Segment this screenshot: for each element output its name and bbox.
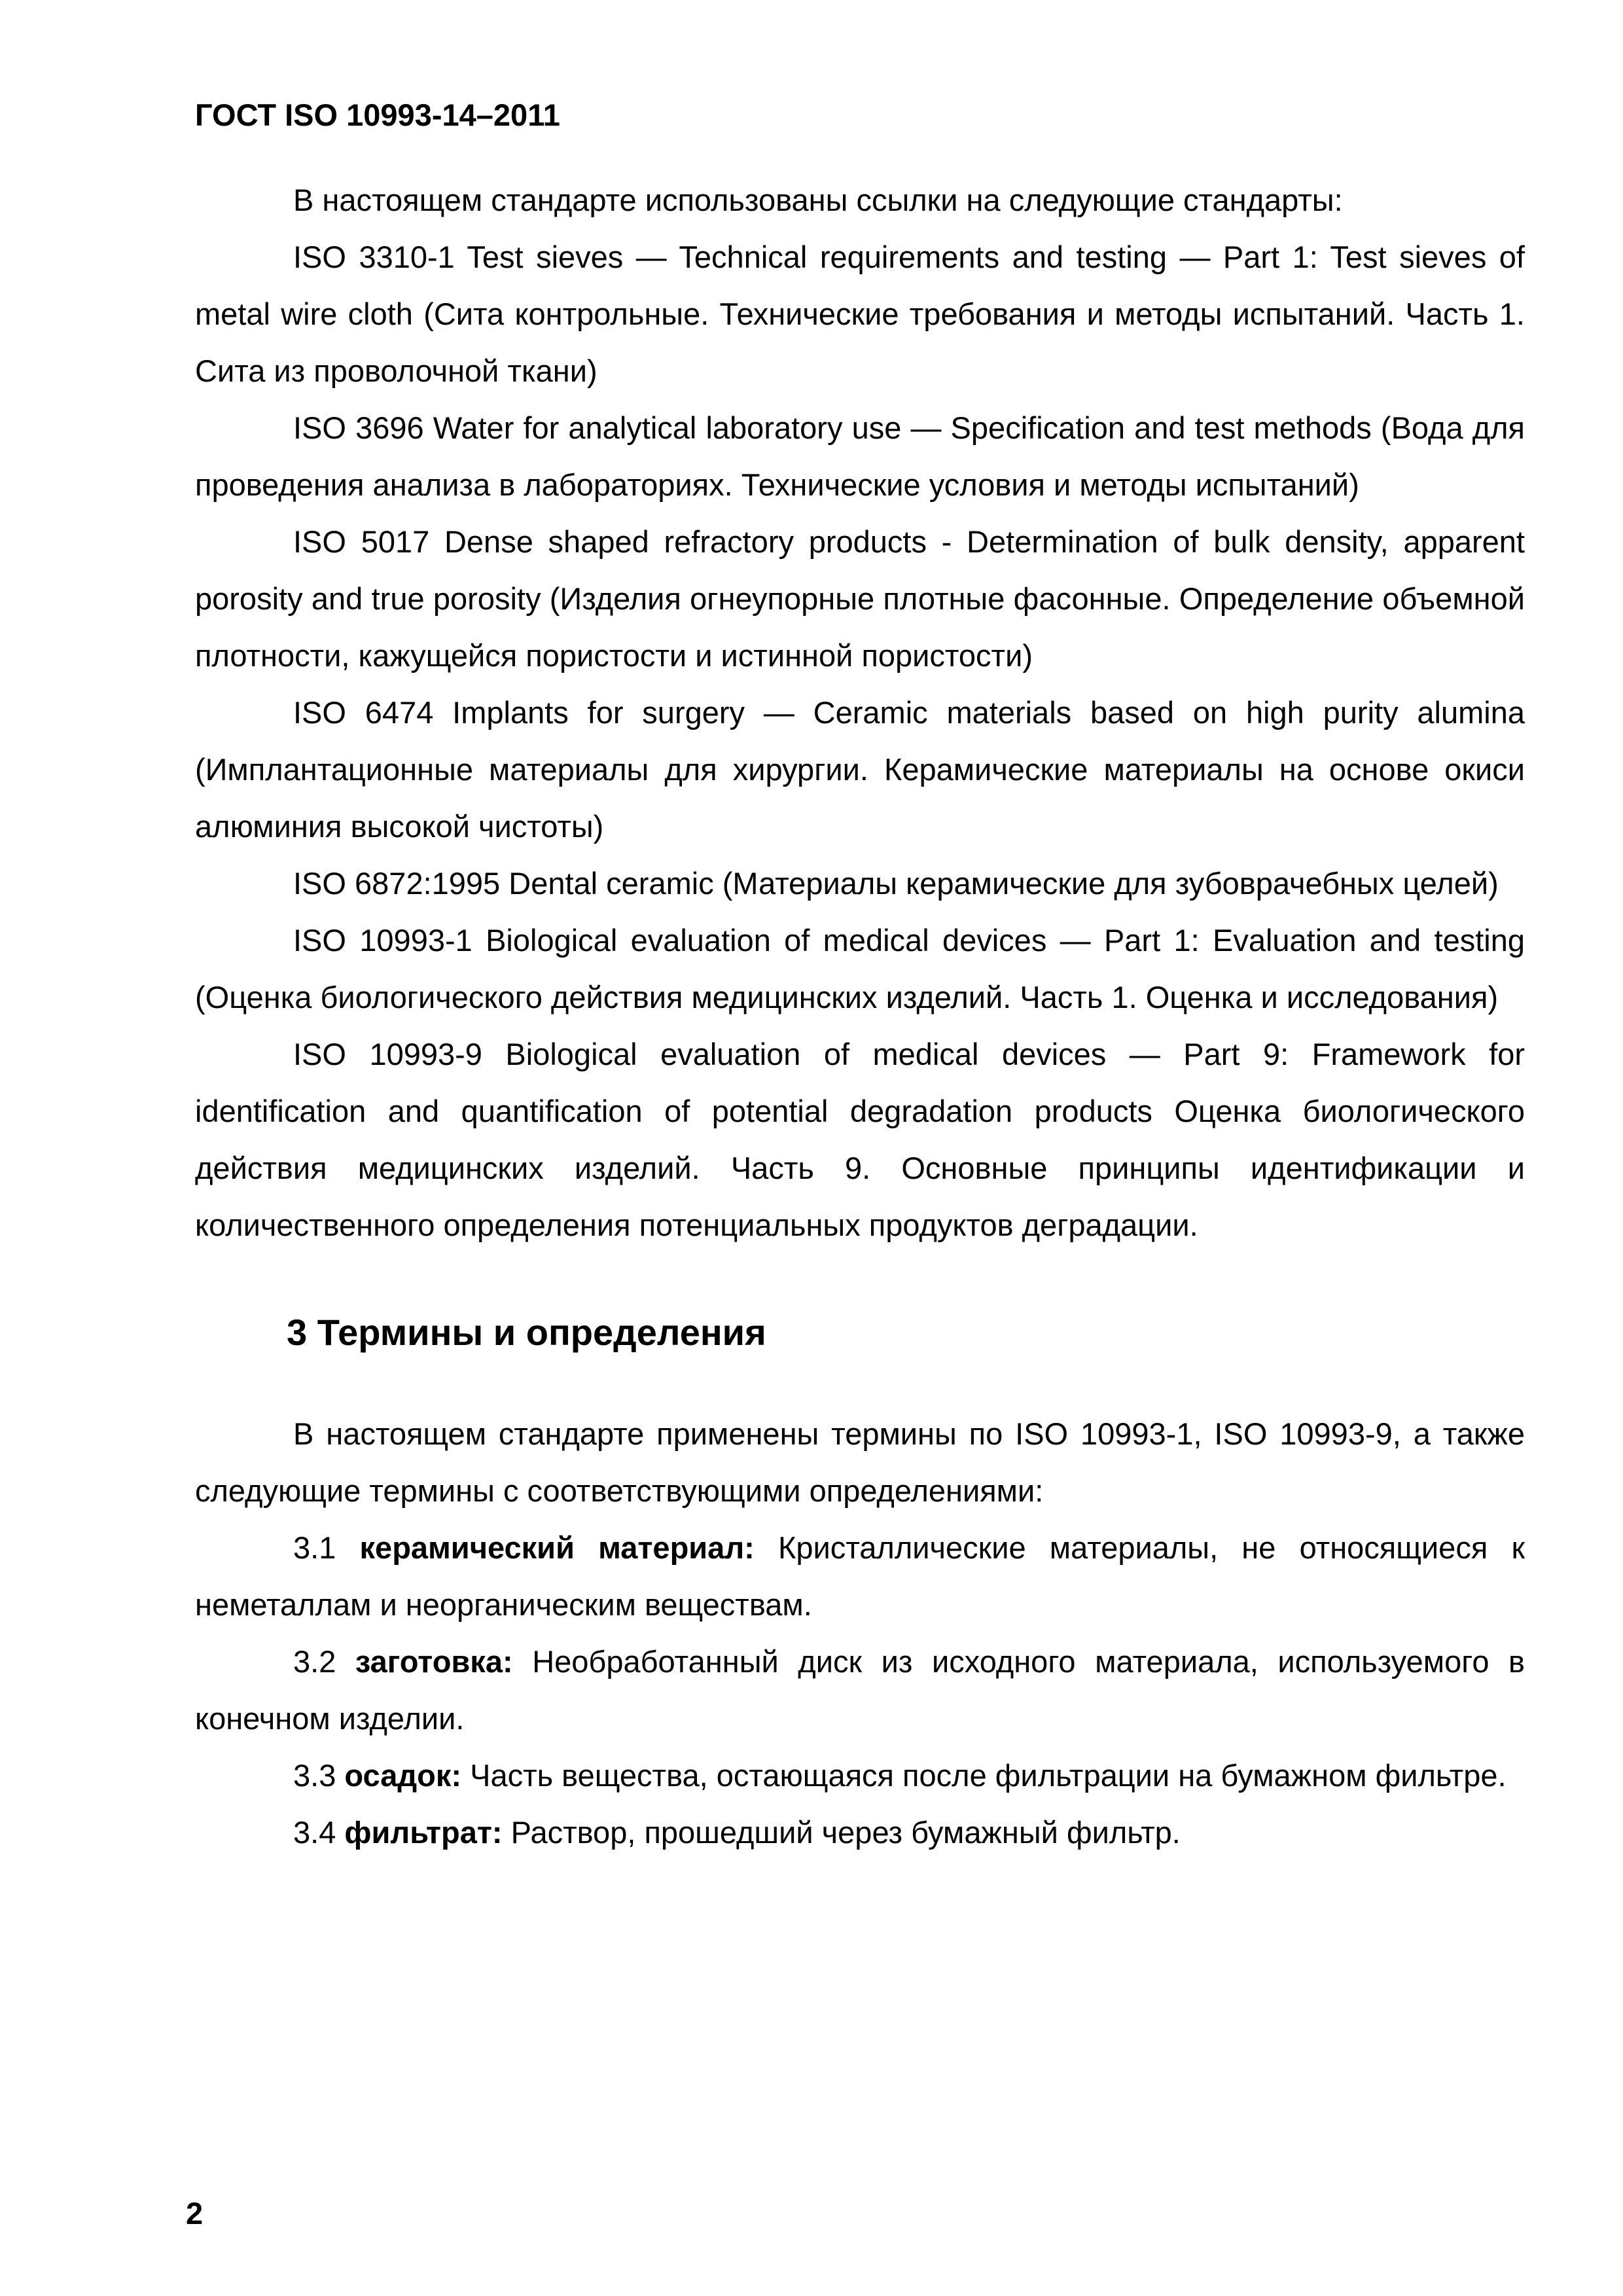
term-definition-text: Кристаллические материалы, не относящиеся к неметаллам и неорганическим веществам. <box>195 1530 1525 1622</box>
term-definition-3-3 <box>195 1747 1525 1804</box>
term-number: 3.1 <box>293 1530 336 1565</box>
term-definition-text: Часть вещества, остающаяся после фильтрации на бумажном фильтре. <box>470 1758 1507 1793</box>
term-name: керамический материал: <box>359 1530 755 1565</box>
term-number: 3.3 <box>293 1758 336 1793</box>
section-3-heading: 3 Термины и определения <box>287 1312 766 1353</box>
reference-item-iso-10993-1: ISO 10993-1 Biological evaluation of medical devices — Part 1: Evaluation and testing (Оценка биологического действия медицинских изделий. Часть 1. Оценка и исследования) <box>195 923 1525 1014</box>
term-definition-3-1 <box>195 1519 1525 1633</box>
section-3-intro: В настоящем стандарте применены термины по ISO 10993-1, ISO 10993-9, а также следующие термины с соответствующими определениями: <box>195 1416 1525 1508</box>
reference-item-iso-6474: ISO 6474 Implants for surgery — Ceramic materials based on high purity alumina (Имплантационные материалы для хирургии. Керамические материалы на основе окиси алюминия высокой чистоты) <box>195 695 1525 844</box>
reference-item-iso-10993-9: ISO 10993-9 Biological evaluation of medical devices — Part 9: Framework for identification and quantification of potential degradation products Оценка биологического действия медицинских изделий. Часть 9. Основные принципы идентификации и количественного определения потенциальных продуктов деградации. <box>195 1037 1525 1242</box>
term-definition-3-2 <box>195 1633 1525 1747</box>
reference-item-iso-6872: ISO 6872:1995 Dental ceramic (Материалы керамические для зубоврачебных целей) <box>293 866 1499 901</box>
page-number: 2 <box>186 2196 204 2231</box>
reference-item-iso-3696: ISO 3696 Water for analytical laboratory use — Specification and test methods (Вода для проведения анализа в лабораториях. Технические условия и методы испытаний) <box>195 410 1525 502</box>
document-header-title: ГОСТ ISO 10993-14–2011 <box>195 98 560 132</box>
term-name: осадок: <box>344 1758 462 1793</box>
term-definition-text: Необработанный диск из исходного материала, используемого в конечном изделии. <box>195 1644 1525 1736</box>
term-number: 3.2 <box>293 1644 336 1679</box>
term-number: 3.4 <box>293 1815 336 1850</box>
term-definition-text: Раствор, прошедший через бумажный фильтр. <box>510 1815 1181 1850</box>
term-name: фильтрат: <box>344 1815 503 1850</box>
document-body <box>195 171 1525 1861</box>
reference-item-iso-5017: ISO 5017 Dense shaped refractory products - Determination of bulk density, apparent porosity and true porosity (Изделия огнеупорные плотные фасонные. Определение объемной плотности, кажущейся пористости и истинной пористости) <box>195 524 1525 673</box>
references-intro: В настоящем стандарте использованы ссылки на следующие стандарты: <box>293 183 1343 217</box>
term-name: заготовка: <box>355 1644 513 1679</box>
reference-item-iso-3310-1: ISO 3310-1 Test sieves — Technical requirements and testing — Part 1: Test sieves of metal wire cloth (Сита контрольные. Технические требования и методы испытаний. Часть 1. Сита из проволочной ткани) <box>195 240 1525 388</box>
term-definition-3-4 <box>195 1804 1525 1861</box>
